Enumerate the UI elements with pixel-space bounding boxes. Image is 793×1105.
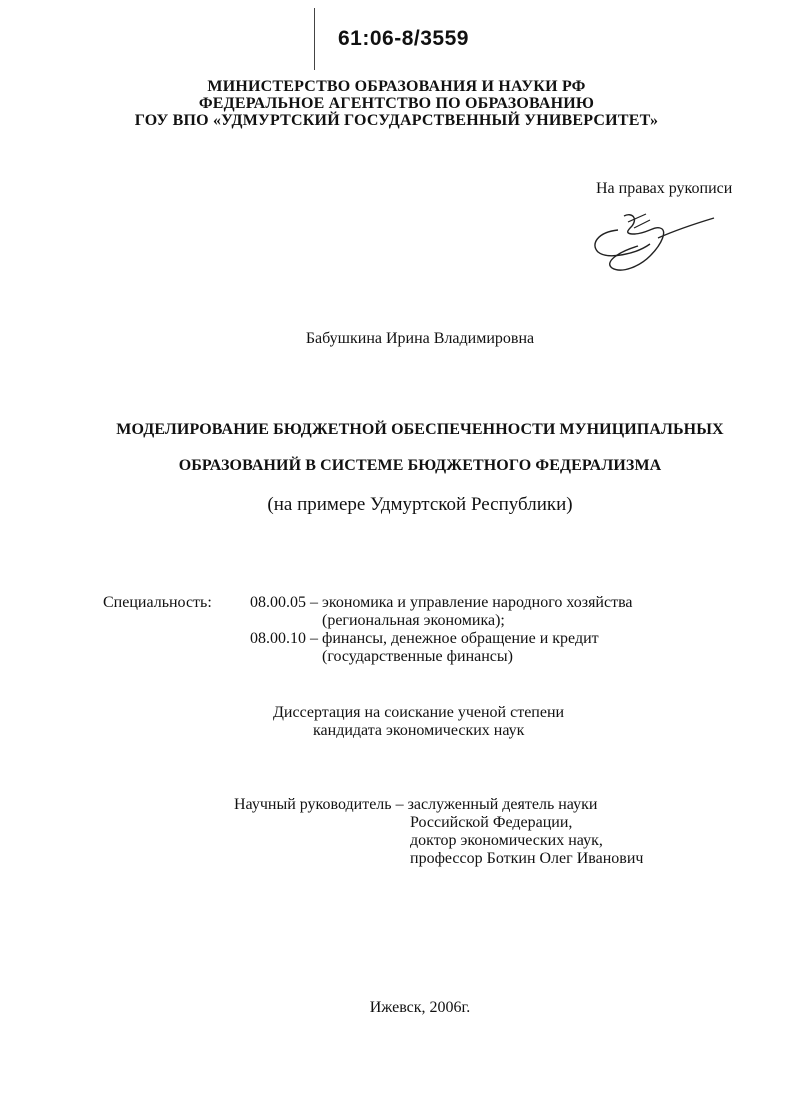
specialty-code-2: 08.00.10 – финансы, денежное обращение и кредит [250,630,599,647]
specialty-field-2: (государственные финансы) [322,648,513,665]
dissertation-title-line-1: МОДЕЛИРОВАНИЕ БЮДЖЕТНОЙ ОБЕСПЕЧЕННОСТИ МУНИЦИПАЛЬНЫХ [116,421,724,438]
handwritten-signature-icon [588,208,718,283]
specialty-label: Специальность: [103,594,212,611]
dissertation-title-line-2: ОБРАЗОВАНИЙ В СИСТЕМЕ БЮДЖЕТНОГО ФЕДЕРАЛИЗМА [178,457,662,474]
supervisor-line-3: доктор экономических наук, [410,832,603,849]
supervisor-line-2: Российской Федерации, [410,814,573,831]
archive-stamp: 61:06-8/3559 [338,27,469,50]
university-line: ГОУ ВПО «УДМУРТСКИЙ ГОСУДАРСТВЕННЫЙ УНИВЕРСИТЕТ» [134,112,659,129]
specialty-field-1: (региональная экономика); [322,612,505,629]
supervisor-line-4: профессор Боткин Олег Иванович [410,850,644,867]
degree-line-2: кандидата экономических наук [313,722,525,739]
degree-line-1: Диссертация на соискание ученой степени [273,704,565,721]
city-year: Ижевск, 2006г. [369,999,471,1016]
specialty-code-1: 08.00.05 – экономика и управление народного хозяйства [250,594,633,611]
manuscript-rights: На правах рукописи [596,180,733,197]
dissertation-subtitle: (на примере Удмуртской Республики) [267,494,573,515]
author-name: Бабушкина Ирина Владимировна [305,330,535,347]
scan-line [314,8,315,70]
agency-line: ФЕДЕРАЛЬНОЕ АГЕНТСТВО ПО ОБРАЗОВАНИЮ [198,95,595,112]
supervisor-line-1: Научный руководитель – заслуженный деятель науки [234,796,598,813]
ministry-line: МИНИСТЕРСТВО ОБРАЗОВАНИЯ И НАУКИ РФ [207,78,586,95]
